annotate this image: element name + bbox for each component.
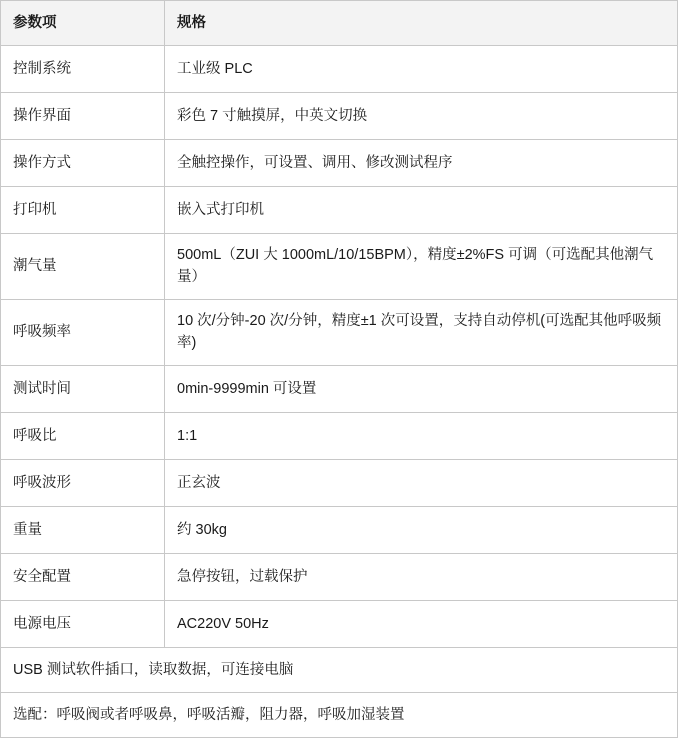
row-param-label: 电源电压 xyxy=(1,600,165,647)
table-row xyxy=(1,600,678,647)
row-spec-value: 全触控操作，可设置、调用、修改测试程序 xyxy=(165,140,678,187)
row-param-label: 操作界面 xyxy=(1,93,165,140)
row-param-label: 呼吸频率 xyxy=(1,299,165,365)
table-row xyxy=(1,459,678,506)
row-spec-value: 0min-9999min 可设置 xyxy=(165,365,678,412)
row-spec-value: 急停按钮，过载保护 xyxy=(165,553,678,600)
table-header-param: 参数项 xyxy=(1,1,165,46)
table-row xyxy=(1,140,678,187)
row-param-label: 安全配置 xyxy=(1,553,165,600)
table-header-row xyxy=(1,1,678,46)
table-row xyxy=(1,299,678,365)
row-param-label: 重量 xyxy=(1,506,165,553)
row-spec-value: 500mL（ZUI 大 1000mL/10/15BPM），精度±2%FS 可调（可选配其他潮气量） xyxy=(165,234,678,300)
table-row-full-width xyxy=(1,647,678,692)
row-spec-value: 彩色 7 寸触摸屏，中英文切换 xyxy=(165,93,678,140)
row-spec-value: 工业级 PLC xyxy=(165,46,678,93)
table-row xyxy=(1,412,678,459)
row-param-label: 呼吸比 xyxy=(1,412,165,459)
table-row xyxy=(1,365,678,412)
row-param-label: 控制系统 xyxy=(1,46,165,93)
table-header-spec: 规格 xyxy=(165,1,678,46)
row-spec-value: 10 次/分钟-20 次/分钟，精度±1 次可设置，支持自动停机(可选配其他呼吸频率) xyxy=(165,299,678,365)
row-param-label: 潮气量 xyxy=(1,234,165,300)
optional-accessories-note: 选配：呼吸阀或者呼吸鼻，呼吸活瓣，阻力器，呼吸加湿装置 xyxy=(1,692,678,737)
row-param-label: 呼吸波形 xyxy=(1,459,165,506)
usb-note: USB 测试软件插口，读取数据，可连接电脑 xyxy=(1,647,678,692)
row-param-label: 打印机 xyxy=(1,187,165,234)
row-spec-value: AC220V 50Hz xyxy=(165,600,678,647)
table-row xyxy=(1,506,678,553)
table-row xyxy=(1,234,678,300)
table-row-full-width xyxy=(1,692,678,737)
row-spec-value: 约 30kg xyxy=(165,506,678,553)
row-spec-value: 嵌入式打印机 xyxy=(165,187,678,234)
row-param-label: 测试时间 xyxy=(1,365,165,412)
table-row xyxy=(1,93,678,140)
table-row xyxy=(1,46,678,93)
table-row xyxy=(1,553,678,600)
row-spec-value: 1:1 xyxy=(165,412,678,459)
row-spec-value: 正玄波 xyxy=(165,459,678,506)
row-param-label: 操作方式 xyxy=(1,140,165,187)
table-row xyxy=(1,187,678,234)
